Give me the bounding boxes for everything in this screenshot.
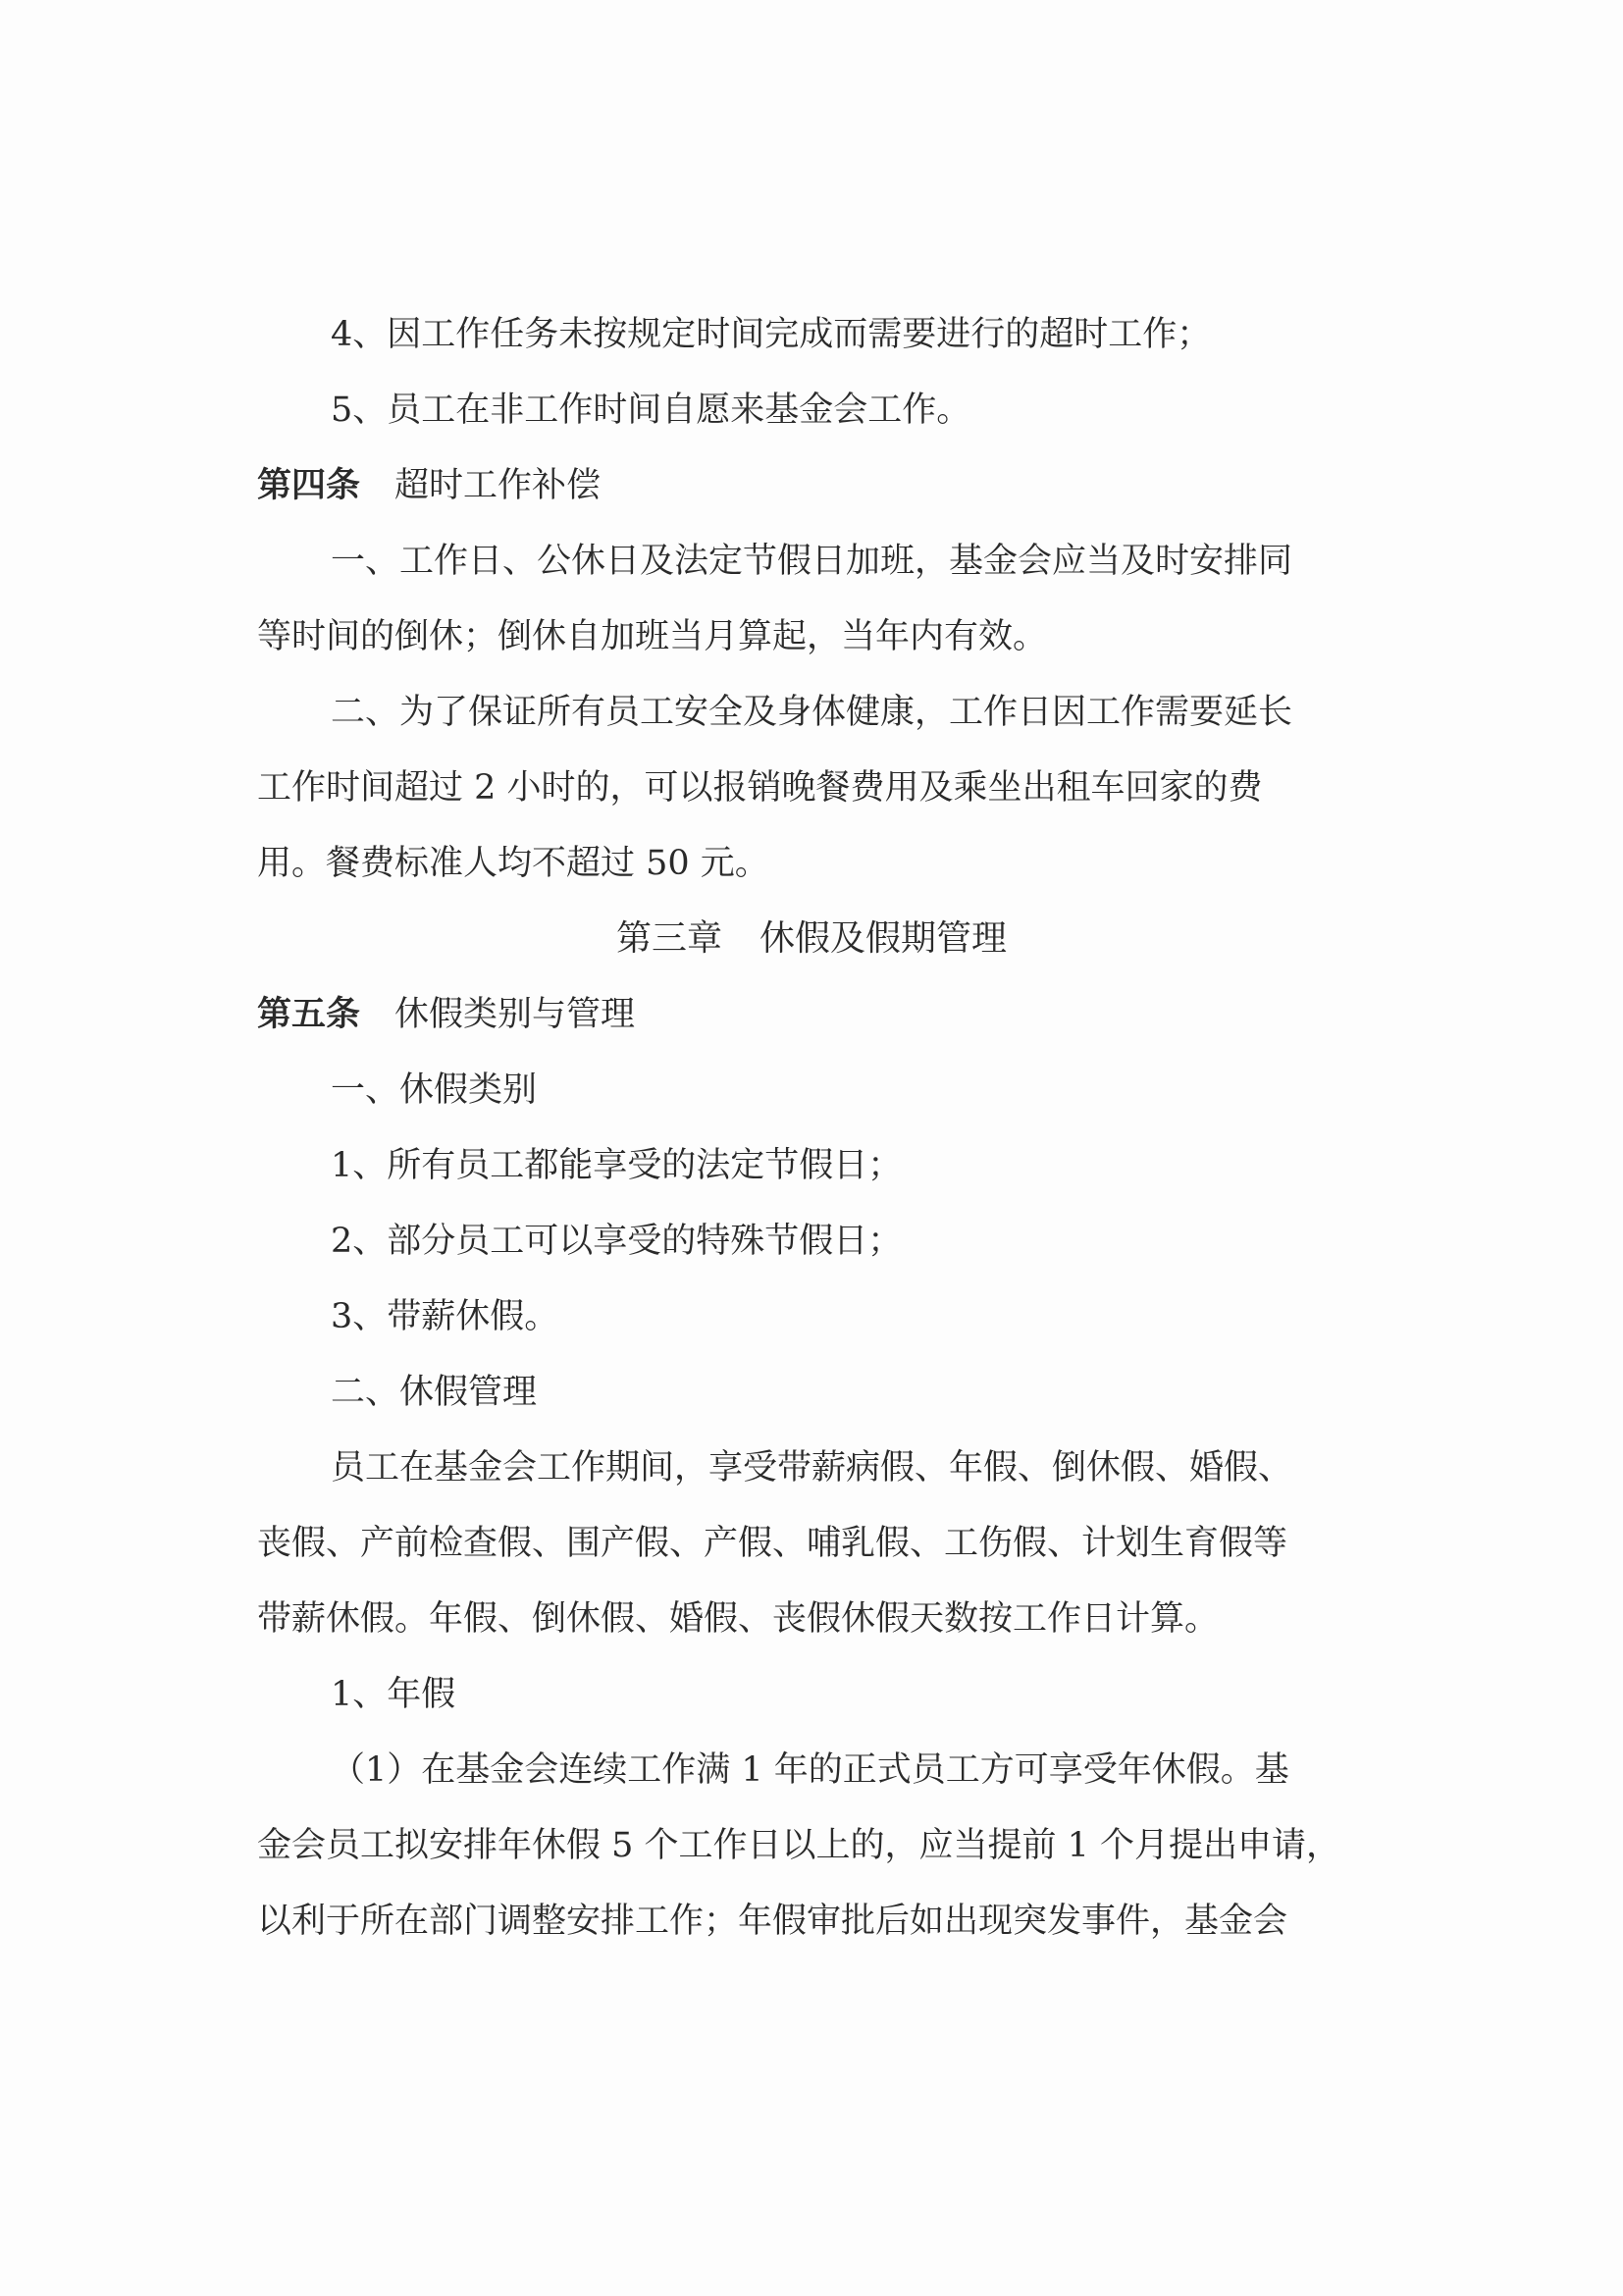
text-line: 4、因工作任务未按规定时间完成而需要进行的超时工作； — [331, 315, 1212, 354]
text-line: 1、所有员工都能享受的法定节假日； — [331, 1146, 903, 1185]
text-line: 金会员工拟安排年休假 5 个工作日以上的，应当提前 1 个月提出申请， — [257, 1826, 1341, 1865]
text-line: 以利于所在部门调整安排工作；年假审批后如出现突发事件，基金会 — [257, 1902, 1288, 1941]
text-line: 二、为了保证所有员工安全及身体健康，工作日因工作需要延长 — [331, 693, 1293, 732]
text-line: 二、休假管理 — [331, 1373, 538, 1412]
article-title: 休假类别与管理 — [394, 995, 636, 1034]
text-line: 用。餐费标准人均不超过 50 元。 — [257, 844, 769, 883]
article-number: 第五条 — [257, 994, 361, 1034]
chapter-number: 第三章 — [615, 918, 722, 959]
text-line: 丧假、产前检查假、围产假、产假、哺乳假、工伤假、计划生育假等 — [257, 1524, 1288, 1563]
text-line: 等时间的倒休；倒休自加班当月算起，当年内有效。 — [257, 617, 1048, 656]
text-line: 3、带薪休假。 — [331, 1297, 559, 1336]
chapter-title: 休假及假期管理 — [759, 918, 1008, 959]
text-line: 工作时间超过 2 小时的，可以报销晚餐费用及乘坐出租车回家的费 — [257, 768, 1263, 808]
article-number: 第四条 — [257, 465, 361, 505]
text-line: 1、年假 — [331, 1675, 456, 1714]
text-line: 一、工作日、公休日及法定节假日加班，基金会应当及时安排同 — [331, 542, 1293, 581]
text-line: 带薪休假。年假、倒休假、婚假、丧假休假天数按工作日计算。 — [257, 1599, 1220, 1639]
text-line: 员工在基金会工作期间，享受带薪病假、年假、倒休假、婚假、 — [331, 1448, 1293, 1487]
text-line: 一、休假类别 — [331, 1070, 538, 1110]
article-heading — [257, 994, 1395, 1035]
text-line: 5、员工在非工作时间自愿来基金会工作。 — [331, 391, 971, 430]
article-heading — [257, 465, 1395, 506]
text-line: （1）在基金会连续工作满 1 年的正式员工方可享受年休假。基 — [331, 1750, 1289, 1790]
text-line: 2、部分员工可以享受的特殊节假日； — [331, 1222, 903, 1261]
chapter-heading — [0, 917, 1623, 961]
article-title: 超时工作补偿 — [394, 466, 602, 505]
